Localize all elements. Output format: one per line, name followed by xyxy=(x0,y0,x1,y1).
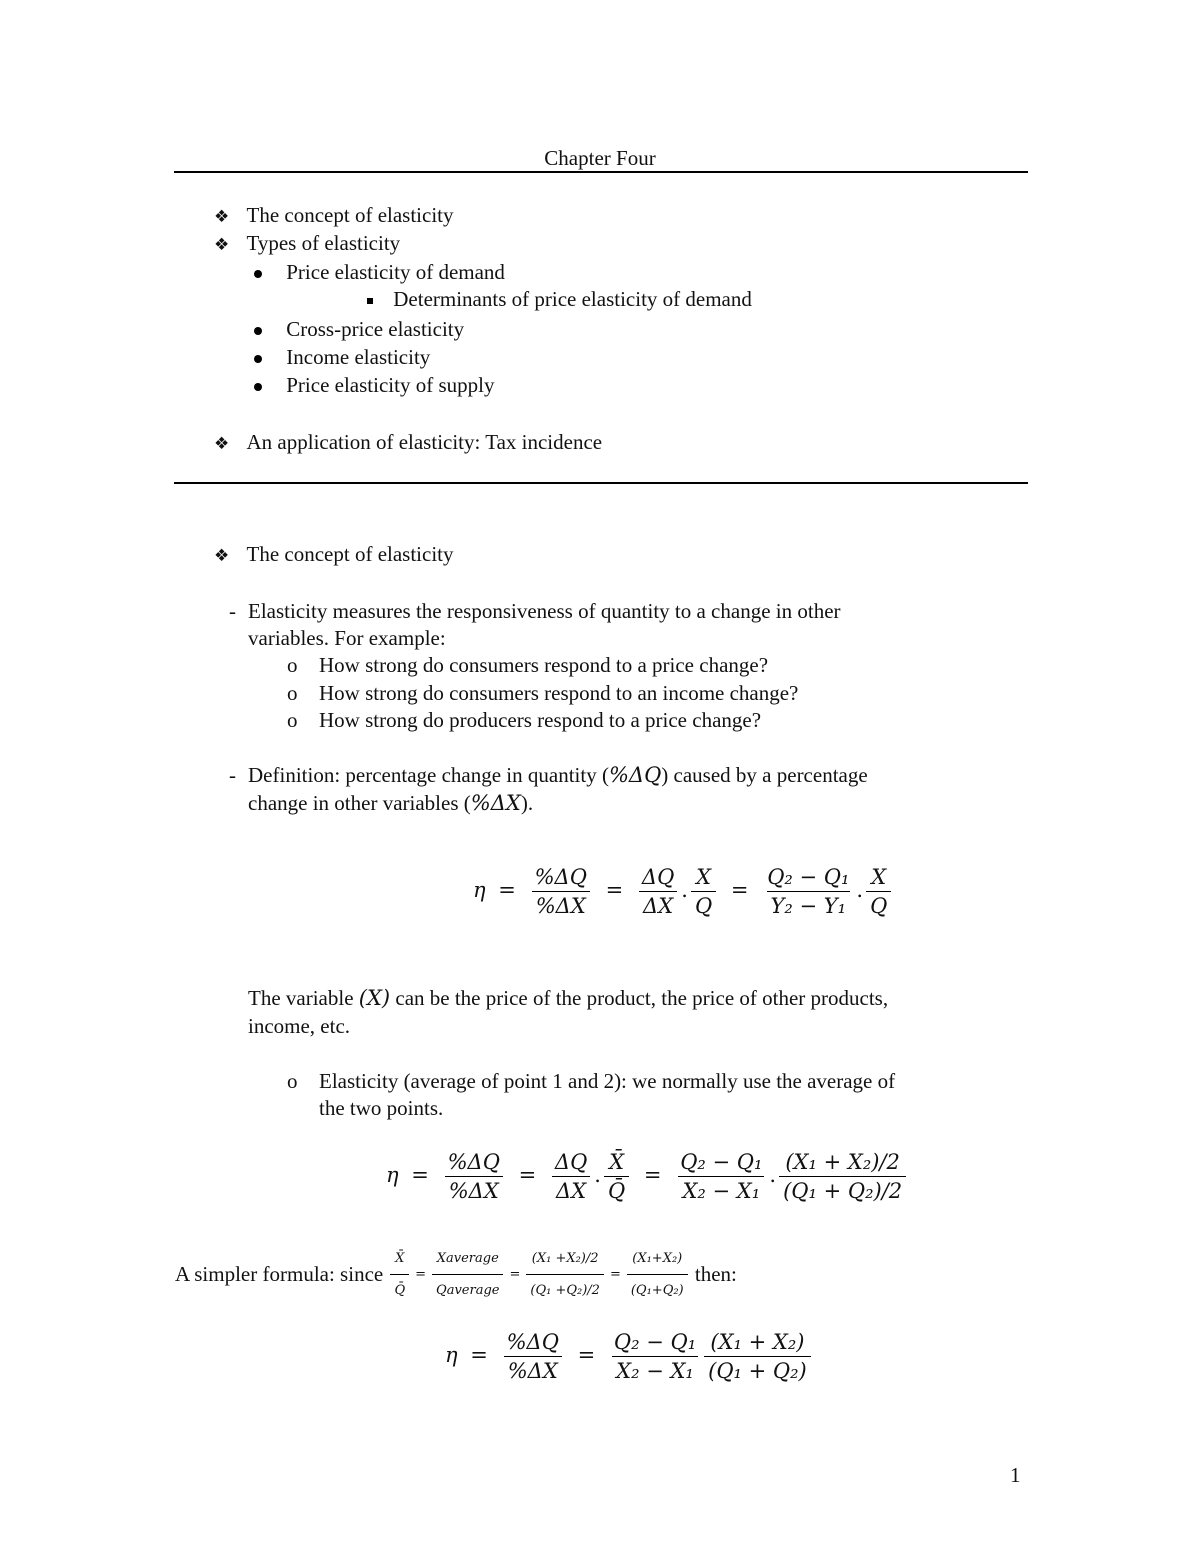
denominator: (Q₁ + Q₂)/2 xyxy=(779,1176,906,1203)
dot-bullet-icon xyxy=(254,327,262,335)
fraction xyxy=(444,1150,504,1203)
numerator: X xyxy=(696,865,712,889)
section-heading-text: The concept of elasticity xyxy=(246,542,454,566)
text-run: then: xyxy=(694,1262,737,1286)
numerator: (X₁ + X₂) xyxy=(710,1330,805,1354)
denominator: Q̄ xyxy=(390,1274,409,1304)
equals-sign: = xyxy=(498,878,516,902)
paragraph-line: income, etc. xyxy=(248,1014,351,1038)
equals-sign: = xyxy=(470,1343,488,1367)
outline-subitem xyxy=(254,259,505,286)
outline-item xyxy=(214,429,602,458)
outline-subitem xyxy=(254,344,430,371)
numerator: (X₁ +X₂)/2 xyxy=(531,1251,599,1266)
outline-item-text: Types of elasticity xyxy=(246,231,401,255)
equals-sign: = xyxy=(730,878,749,902)
fraction xyxy=(676,1150,766,1203)
dash-marker: - xyxy=(229,763,236,787)
equals-sign: = xyxy=(415,1267,427,1282)
example-text: How strong do producers respond to a price change? xyxy=(319,708,762,732)
paragraph-line: the two points. xyxy=(319,1096,444,1120)
numerator: (X₁ + X₂)/2 xyxy=(785,1150,900,1174)
example-text: How strong do consumers respond to an income change? xyxy=(319,681,799,705)
denominator: Q̄ xyxy=(604,1176,629,1203)
text-run: A simpler formula: since xyxy=(175,1262,384,1286)
equals-sign: = xyxy=(643,1163,662,1187)
outline-item-text: Cross-price elasticity xyxy=(286,317,465,341)
fraction xyxy=(691,865,716,918)
dot-bullet-icon xyxy=(254,383,262,391)
eta-symbol: η xyxy=(473,878,486,902)
simpler-formula-line xyxy=(175,1245,737,1304)
outline-subitem xyxy=(254,316,464,343)
denominator: ΔX xyxy=(552,1176,590,1203)
denominator: X₂ − X₁ xyxy=(678,1176,764,1203)
numerator: X̄ xyxy=(609,1150,625,1174)
paragraph-line: Elasticity measures the responsiveness of quantity to a change in other xyxy=(248,599,841,623)
denominator: Q xyxy=(691,891,716,918)
equals-sign: = xyxy=(411,1163,429,1187)
denominator: %ΔX xyxy=(445,1176,503,1203)
page-number: 1 xyxy=(1010,1463,1021,1487)
denominator: Q xyxy=(866,891,891,918)
example-text: How strong do consumers respond to a price change? xyxy=(319,653,769,677)
numerator: %ΔQ xyxy=(447,1150,500,1174)
diamond-bullet-icon: ❖ xyxy=(214,235,230,255)
outline-item xyxy=(214,202,454,231)
diamond-bullet-icon: ❖ xyxy=(214,434,230,454)
numerator: %ΔQ xyxy=(506,1330,559,1354)
numerator: ΔQ xyxy=(554,1150,588,1174)
eta-symbol: η xyxy=(386,1163,399,1187)
numerator: Q₂ − Q₁ xyxy=(680,1150,763,1174)
denominator: X₂ − X₁ xyxy=(612,1356,698,1383)
denominator: (Q₁ +Q₂)/2 xyxy=(526,1274,604,1304)
denominator: Y₂ − Y₁ xyxy=(767,891,851,918)
text-run: ). xyxy=(520,791,534,815)
outline-item xyxy=(214,230,400,259)
outline-item-text: Determinants of price elasticity of demand xyxy=(393,287,752,311)
midpoint-elasticity-equation: η = $\frac{\%\Delta Q}{\%\Delta X}$ = $\frac{\Delta Q}{\Delta X}$ . $\frac{X̄}{Q̄}$ = $\frac{\text{Q₂ − Q₁}}{\text{X₂ − X₁}}$ . $\frac{\text{(X₁ + X₂)/2}}{\text{(Q₁ + Q₂)/2}}$ xyxy=(386,1150,908,1203)
diamond-bullet-icon: ❖ xyxy=(214,546,230,566)
outline-item-text: Price elasticity of demand xyxy=(286,260,505,284)
denominator: %ΔX xyxy=(532,891,590,918)
denominator: (Q₁+Q₂) xyxy=(627,1274,688,1304)
example-item xyxy=(287,1068,896,1095)
text-run: The variable xyxy=(248,986,359,1010)
inline-equation xyxy=(388,1245,689,1304)
paragraph-line xyxy=(248,985,888,1012)
numerator: ΔQ xyxy=(641,865,675,889)
outline-item-text: The concept of elasticity xyxy=(246,203,454,227)
outline-item-text: An application of elasticity: Tax incidence xyxy=(246,430,603,454)
fraction xyxy=(390,1245,409,1304)
fraction xyxy=(503,1330,563,1383)
math-run: (X) xyxy=(358,986,391,1010)
fraction xyxy=(638,865,678,918)
outline-subsubitem xyxy=(367,286,752,313)
example-item xyxy=(287,652,769,679)
page-title: Chapter Four xyxy=(544,146,656,170)
math-run: %ΔQ xyxy=(608,763,662,787)
diamond-bullet-icon: ❖ xyxy=(214,207,230,227)
fraction xyxy=(551,1150,591,1203)
fraction xyxy=(704,1330,811,1383)
numerator: Q₂ − Q₁ xyxy=(767,865,850,889)
text-run: ) caused by a percentage xyxy=(661,763,868,787)
fraction xyxy=(531,865,591,918)
numerator: X̄ xyxy=(395,1251,405,1266)
denominator: (Q₁ + Q₂) xyxy=(704,1356,811,1383)
bottom-divider xyxy=(174,482,1028,484)
numerator: %ΔQ xyxy=(534,865,587,889)
paragraph-line: variables. For example: xyxy=(248,626,446,650)
text-run: Definition: percentage change in quantity ( xyxy=(248,763,609,787)
equals-sign: = xyxy=(609,1267,621,1282)
numerator: (X₁+X₂) xyxy=(632,1251,683,1266)
fraction xyxy=(627,1245,688,1304)
fraction xyxy=(432,1245,503,1304)
circle-bullet-icon: o xyxy=(287,681,298,705)
paragraph-line: Elasticity (average of point 1 and 2): we normally use the average of xyxy=(319,1069,896,1093)
denominator: ΔX xyxy=(639,891,677,918)
denominator: Qaverage xyxy=(432,1274,503,1304)
circle-bullet-icon: o xyxy=(287,708,298,732)
text-run: change in other variables ( xyxy=(248,791,471,815)
dot-bullet-icon xyxy=(254,270,262,278)
dash-marker: - xyxy=(229,599,236,623)
math-run: %ΔX xyxy=(470,791,521,815)
definition-line xyxy=(248,790,533,817)
fraction xyxy=(526,1245,604,1304)
outline-subitem xyxy=(254,372,494,399)
eta-symbol: η xyxy=(445,1343,458,1367)
fraction xyxy=(866,865,891,918)
fraction xyxy=(779,1150,906,1203)
equals-sign: = xyxy=(577,1343,596,1367)
definition-line xyxy=(248,762,868,789)
simplified-elasticity-equation xyxy=(445,1330,813,1383)
numerator: Q₂ − Q₁ xyxy=(613,1330,697,1354)
dot-bullet-icon xyxy=(254,355,262,363)
equals-sign: = xyxy=(518,1163,537,1187)
example-item xyxy=(287,680,799,707)
fraction xyxy=(604,1150,629,1203)
fraction xyxy=(763,865,853,918)
equals-sign: = xyxy=(509,1267,521,1282)
example-item xyxy=(287,707,762,734)
equals-sign: = xyxy=(605,878,624,902)
denominator: %ΔX xyxy=(504,1356,562,1383)
square-bullet-icon xyxy=(367,298,373,304)
numerator: Xaverage xyxy=(436,1251,499,1266)
fraction xyxy=(610,1330,700,1383)
circle-bullet-icon: o xyxy=(287,1069,298,1093)
section-heading xyxy=(214,541,454,570)
outline-item-text: Price elasticity of supply xyxy=(286,373,495,397)
numerator: X xyxy=(871,865,887,889)
elasticity-equation: η = $\frac{\%\Delta Q}{\%\Delta X}$ = $\frac{\Delta Q}{\Delta X}$ . $\frac{X}{Q}$ = $\frac{\text{Q₂ − Q₁}}{\text{Y₂ − Y₁}}$ . $\frac{X}{Q}$ xyxy=(473,865,893,918)
text-run: can be the price of the product, the price of other products, xyxy=(390,986,889,1010)
top-divider xyxy=(174,171,1028,173)
circle-bullet-icon: o xyxy=(287,653,298,677)
outline-item-text: Income elasticity xyxy=(286,345,431,369)
